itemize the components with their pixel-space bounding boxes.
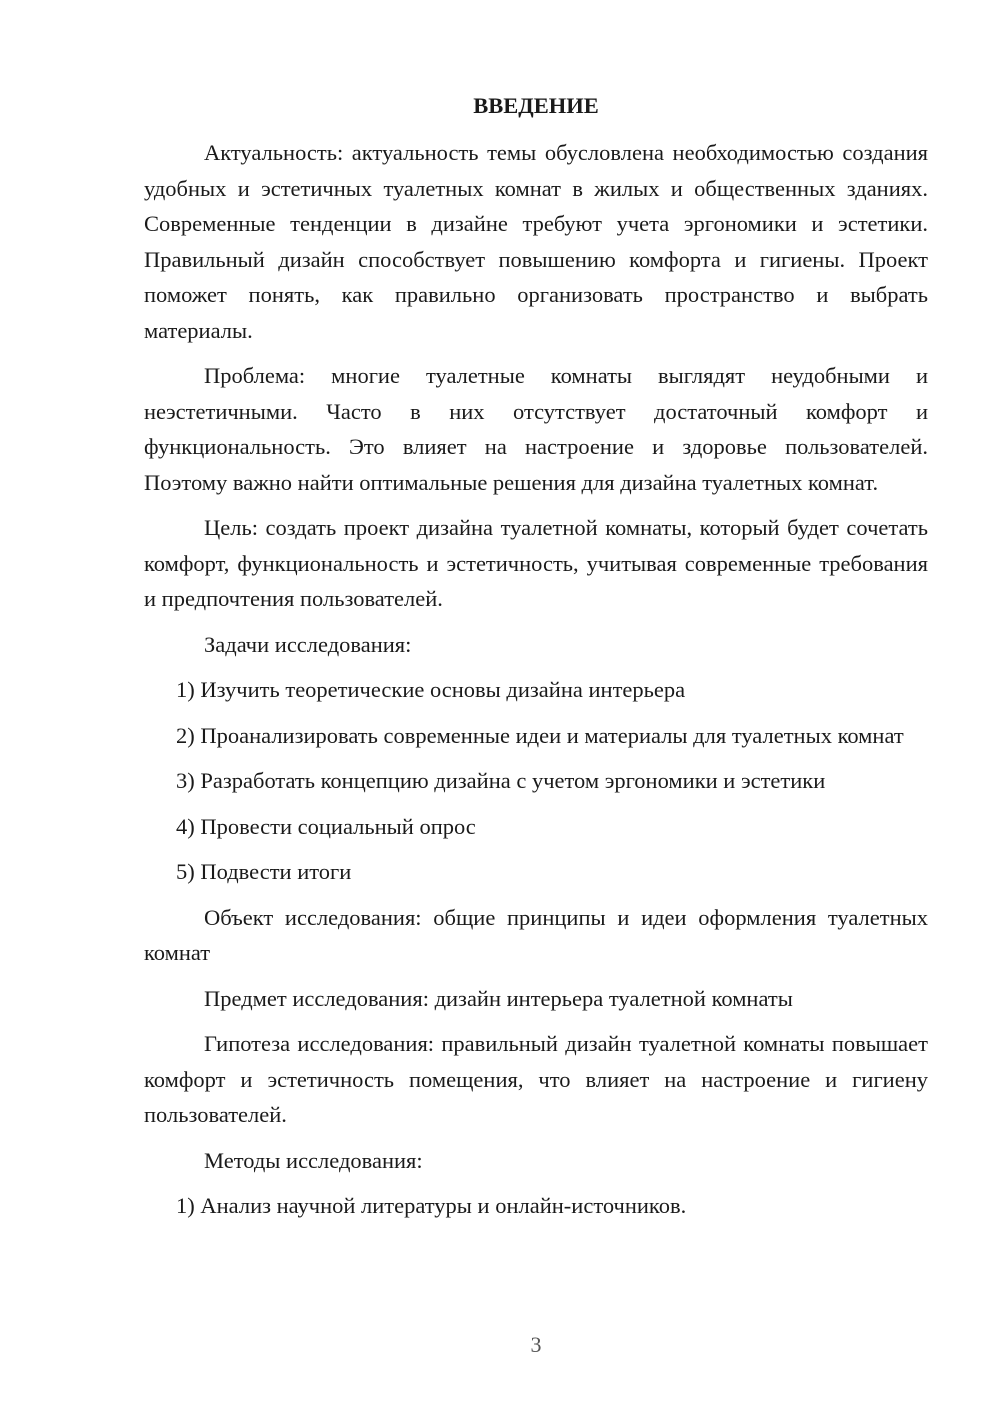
paragraph-goal: Цель: создать проект дизайна туалетной комнаты, который будет сочетать комфорт, функциональность и эстетичность, учитывая современные требования и предпочтения пользователей. [144,515,928,611]
document-page [144,88,928,1234]
task-item: 5) Подвести итоги [176,859,352,884]
paragraph-relevance: Актуальность: актуальность темы обусловлена необходимостью создания удобных и эстетичных туалетных комнат в жилых и общественных зданиях. Современные тенденции в дизайне требуют учета эргономики и эстетики. Правильный дизайн способствует повышению комфорта и гигиены. Проект поможет понять, как правильно организовать пространство и выбрать материалы. [144,140,928,343]
task-item: 3) Разработать концепцию дизайна с учетом эргономики и эстетики [176,768,826,793]
tasks-heading: Задачи исследования: [204,631,412,657]
task-item: 4) Провести социальный опрос [176,813,476,839]
paragraph-object: Объект исследования: общие принципы и идеи оформления туалетных комнат [144,904,928,965]
page-number: 3 [530,1332,542,1357]
task-item: 1) Изучить теоретические основы дизайна интерьера [176,677,686,702]
paragraph-hypothesis: Гипотеза исследования: правильный дизайн туалетной комнаты повышает комфорт и эстетичность помещения, что влияет на настроение и гигиену пользователей. [144,1031,928,1127]
paragraph-problem: Проблема: многие туалетные комнаты выглядят неудобными и неэстетичными. Часто в них отсутствует достаточный комфорт и функциональность. Это влияет на настроение и здоровье пользователей. Поэтому важно найти оптимальные решения для дизайна туалетных комнат. [144,363,928,495]
section-title: ВВЕДЕНИЕ [473,93,599,118]
method-item: 1) Анализ научной литературы и онлайн-источников. [176,1193,687,1218]
paragraph-subject: Предмет исследования: дизайн интерьера туалетной комнаты [204,985,793,1011]
methods-heading: Методы исследования: [204,1147,423,1173]
task-item: 2) Проанализировать современные идеи и материалы для туалетных комнат [176,722,904,748]
